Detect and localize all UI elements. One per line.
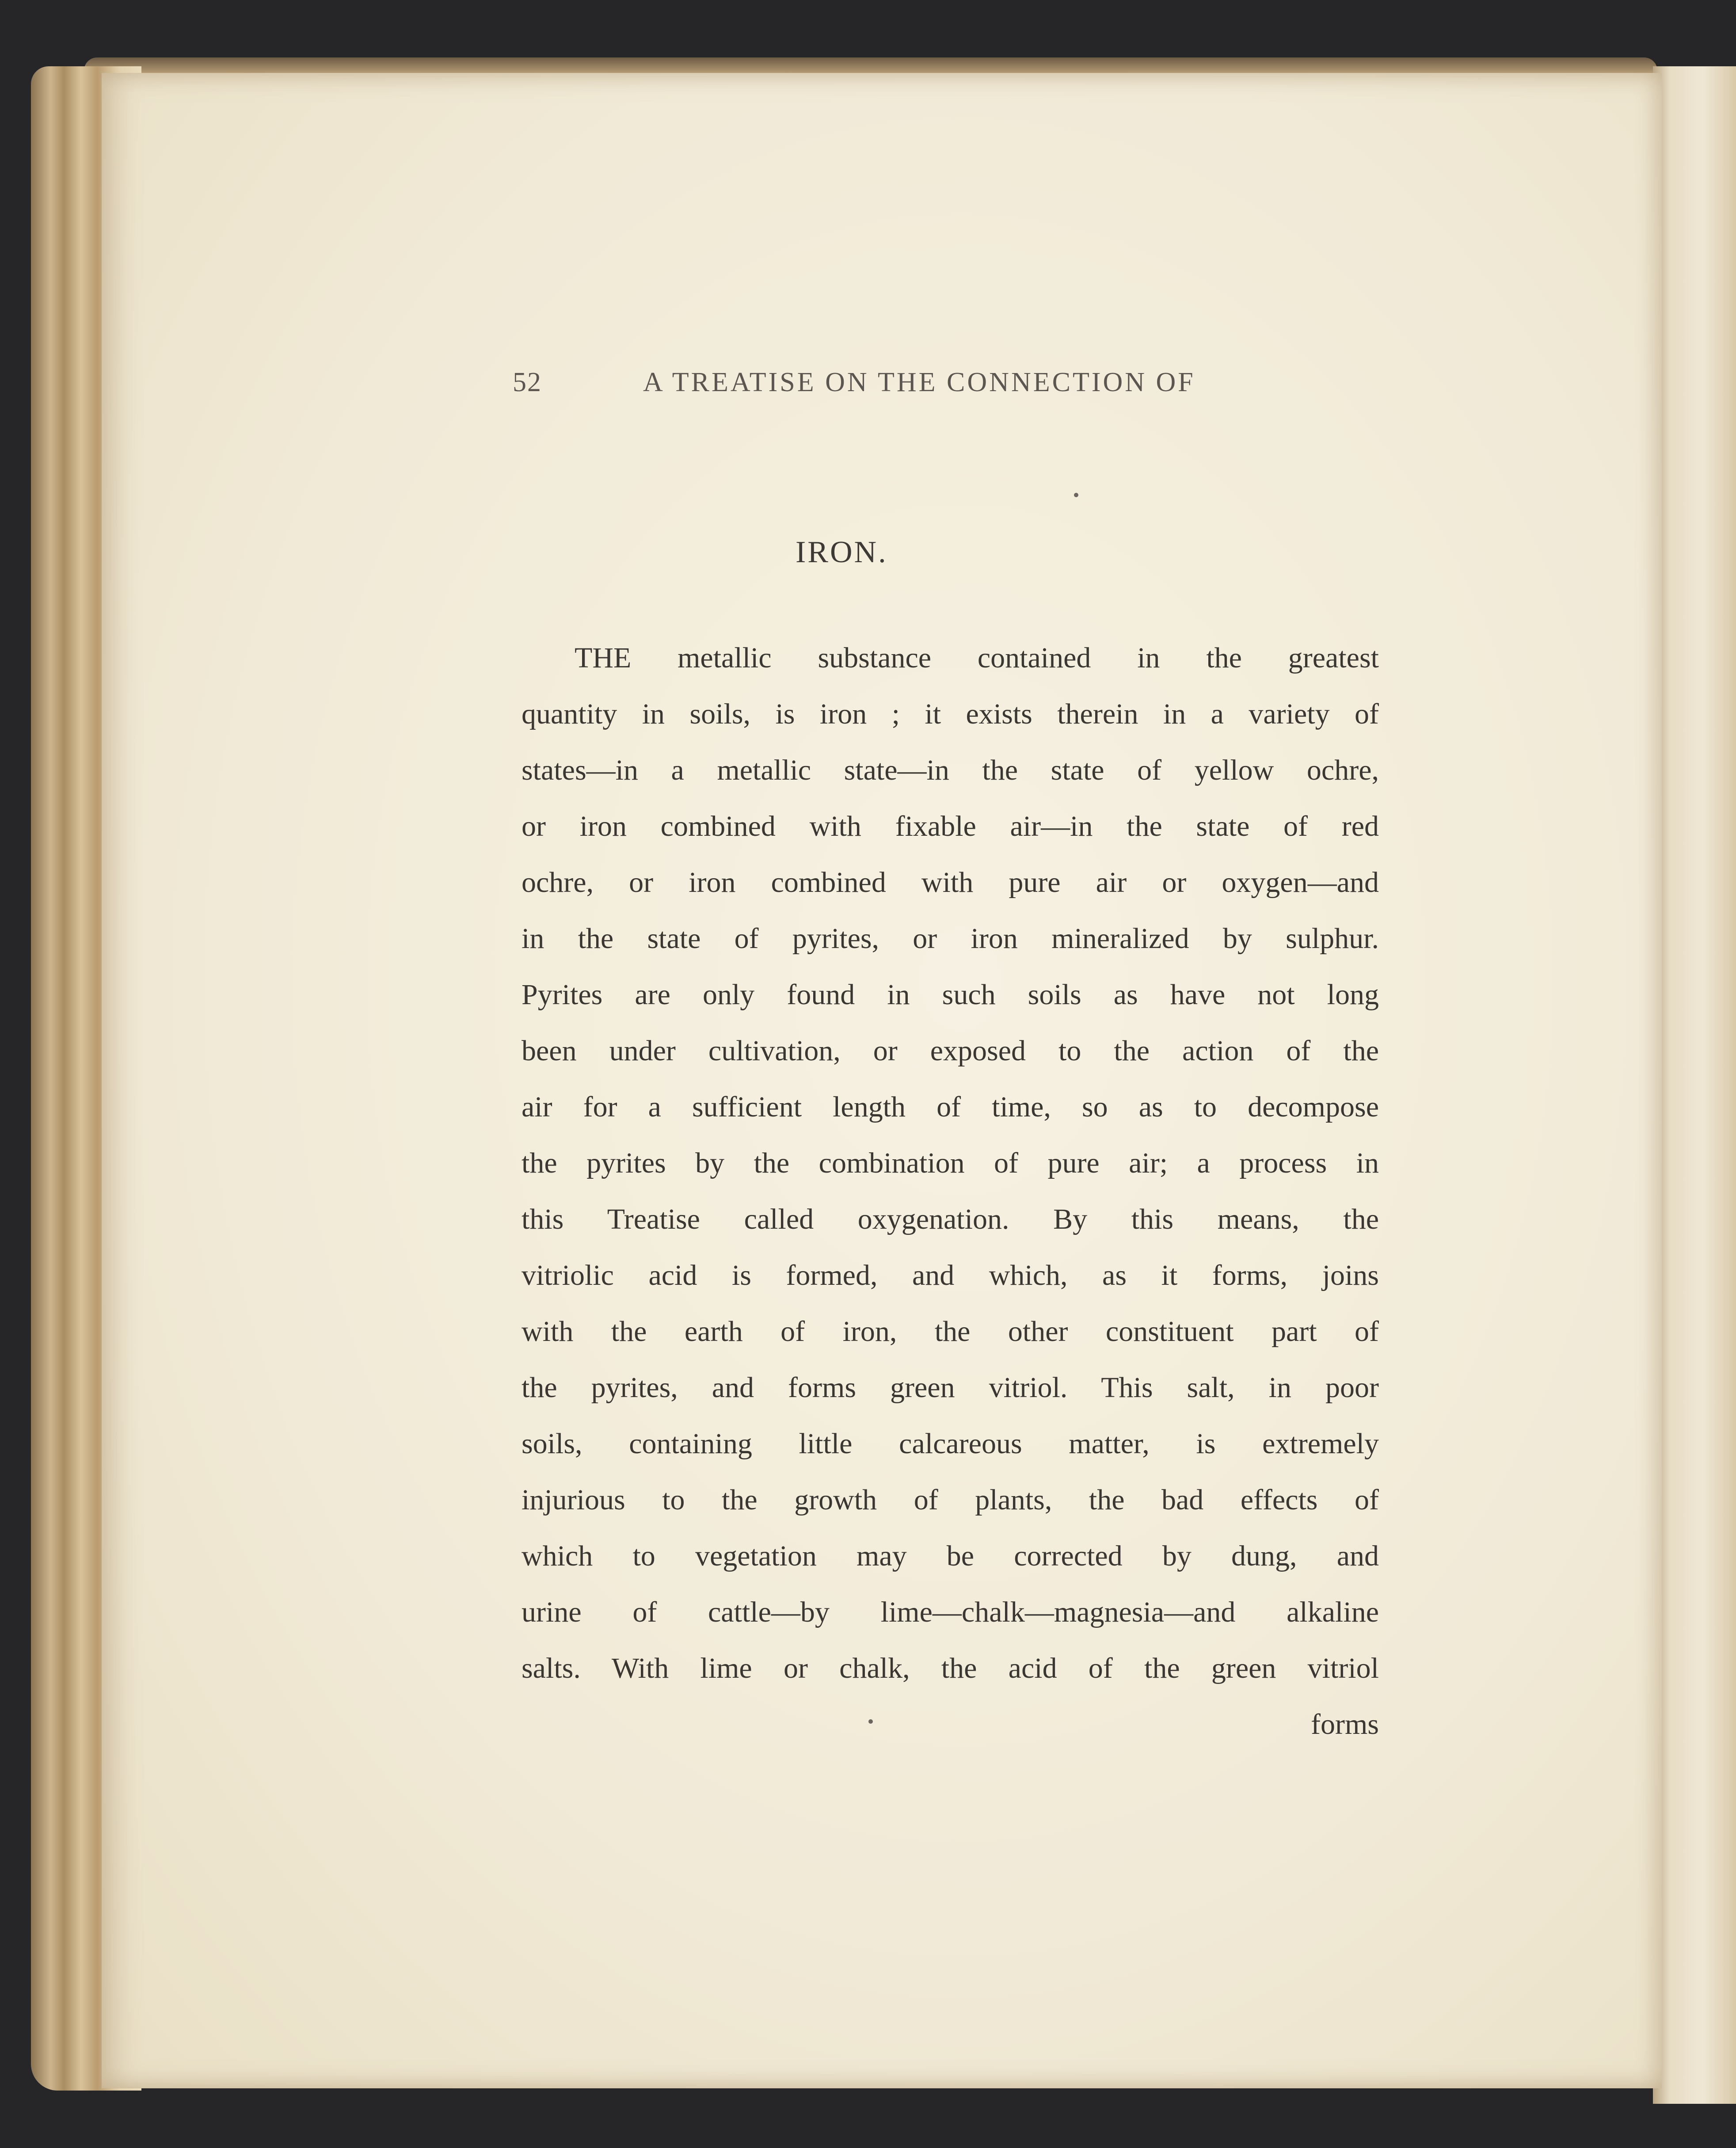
text-line: salts. With lime or chalk, the acid of the green vitriol: [522, 1652, 1379, 1684]
text-line: this Treatise called oxygenation. By this means, the: [522, 1203, 1379, 1235]
text-line: soils, containing little calcareous matter, is extremely: [522, 1428, 1379, 1460]
text-line: urine of cattle—by lime—chalk—magnesia—and alkaline: [522, 1596, 1379, 1628]
text-line: injurious to the growth of plants, the bad effects of: [522, 1484, 1379, 1516]
adjacent-leaf: [1653, 66, 1736, 2104]
text-line: which to vegetation may be corrected by dung, and: [522, 1540, 1379, 1572]
body-text: [522, 630, 1379, 1752]
text-line: in the state of pyrites, or iron mineralized by sulphur.: [522, 922, 1379, 955]
text-line: THE metallic substance contained in the greatest: [575, 642, 1379, 674]
text-line: been under cultivation, or exposed to the action of the: [522, 1035, 1379, 1067]
text-line: vitriolic acid is formed, and which, as it forms, joins: [522, 1259, 1379, 1291]
running-head: [513, 367, 1264, 415]
text-line: with the earth of iron, the other constituent part of: [522, 1315, 1379, 1348]
text-line: states—in a metallic state—in the state of yellow ochre,: [522, 754, 1379, 786]
text-line: quantity in soils, is iron ; it exists therein in a variety of: [522, 698, 1379, 730]
text-line: ochre, or iron combined with pure air or oxygen—and: [522, 866, 1379, 899]
text-line: air for a sufficient length of time, so as to decompose: [522, 1091, 1379, 1123]
running-head-title: A TREATISE ON THE CONNECTION OF: [643, 367, 1195, 397]
section-title: IRON.: [796, 535, 888, 569]
text-line: the pyrites by the combination of pure air; a process in: [522, 1147, 1379, 1179]
text-line: the pyrites, and forms green vitriol. This salt, in poor: [522, 1371, 1379, 1404]
text-line: or iron combined with fixable air—in the state of red: [522, 810, 1379, 842]
text-line: Pyrites are only found in such soils as have not long: [522, 979, 1379, 1011]
ink-speck: [1074, 493, 1078, 497]
page-number: 52: [513, 367, 542, 397]
catchword: forms: [1311, 1708, 1379, 1740]
